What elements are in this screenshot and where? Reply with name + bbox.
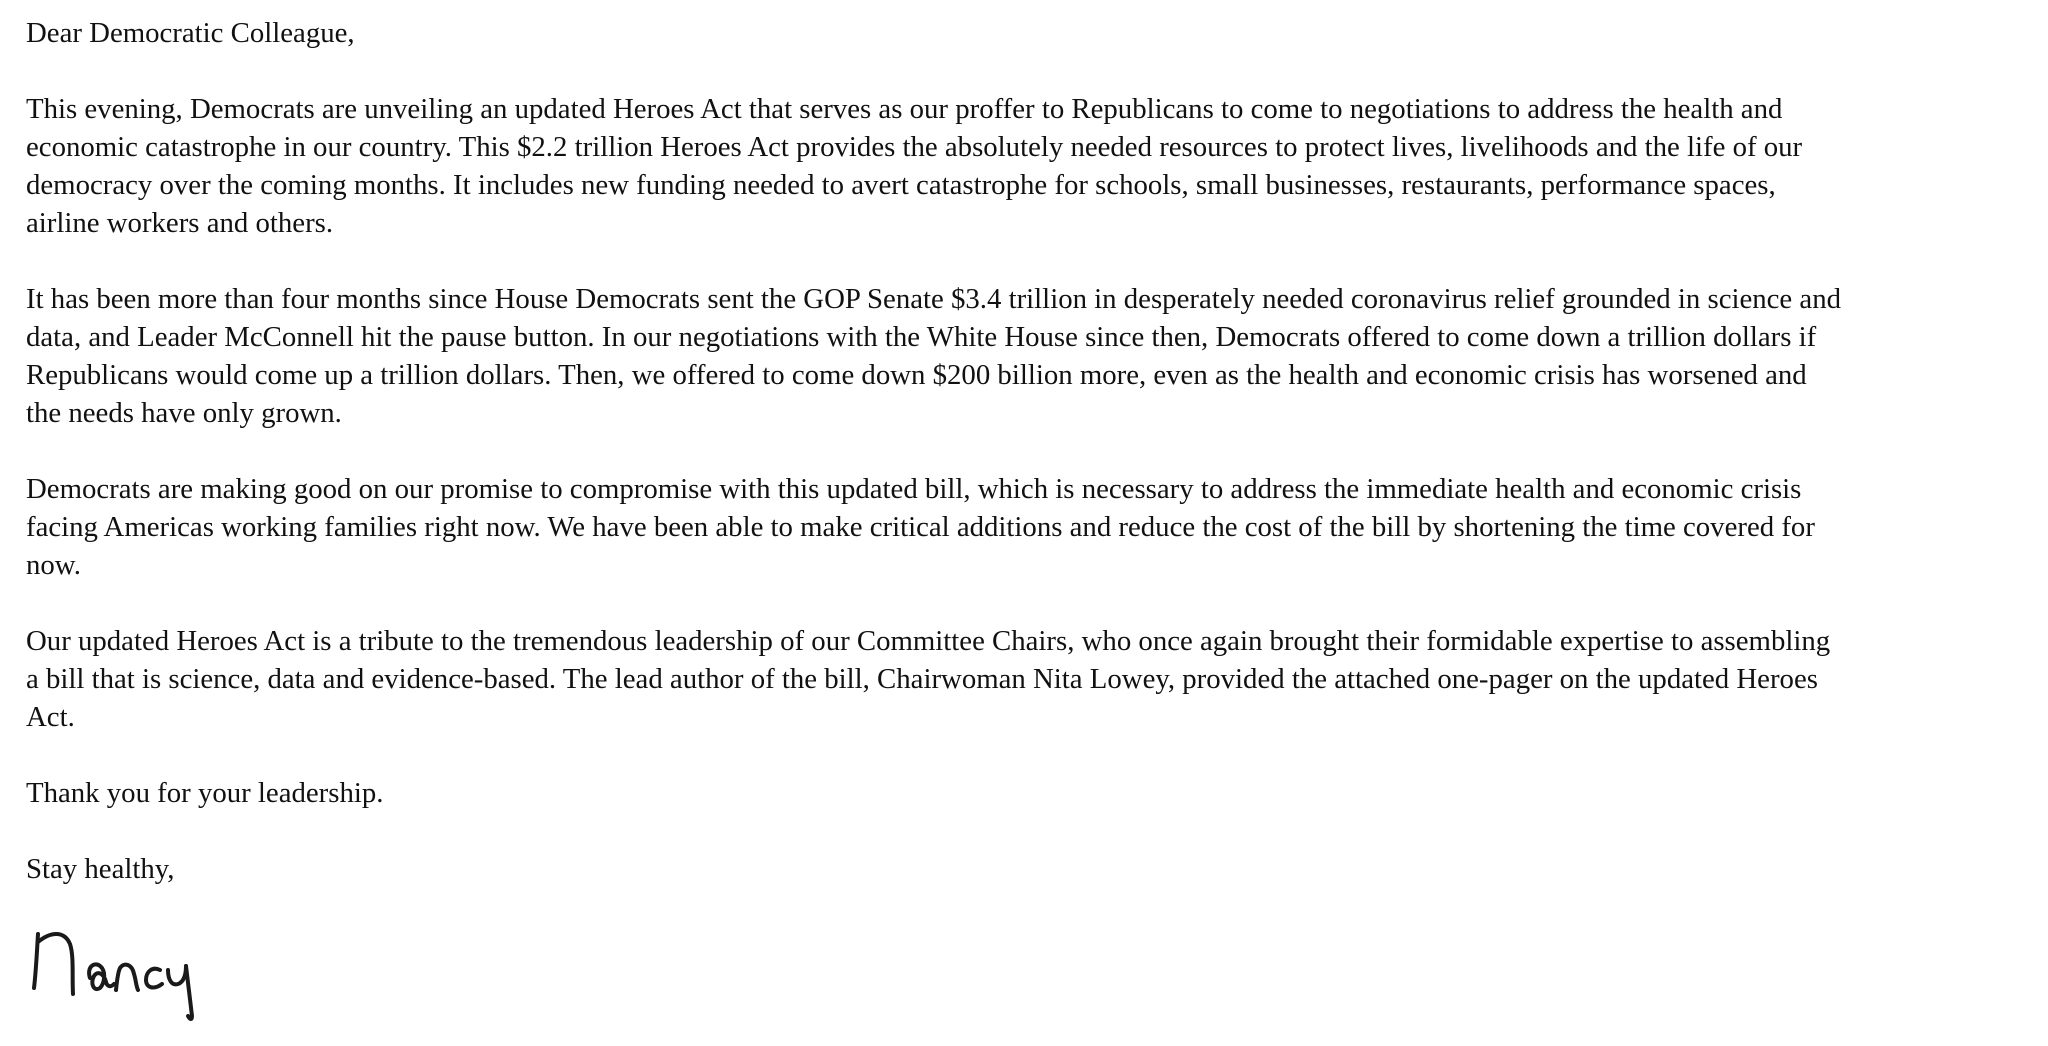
paragraph-line: democracy over the coming months. It includes new funding needed to avert catastrophe for schools, small businesses, restaurants, performance spaces, (26, 169, 1776, 201)
paragraph-4 (26, 622, 2031, 736)
paragraph-line: the needs have only grown. (26, 397, 342, 429)
paragraph-2 (26, 280, 2031, 432)
paragraph-line: Democrats are making good on our promise to compromise with this updated bill, which is necessary to address the immediate health and economic crisis (26, 473, 1802, 505)
paragraph-line: now. (26, 549, 81, 581)
thanks-line: Thank you for your leadership. (26, 777, 384, 809)
paragraph-1 (26, 90, 2031, 242)
paragraph-line: Our updated Heroes Act is a tribute to the tremendous leadership of our Committee Chairs, who once again brought their formidable expertise to assembling (26, 625, 1831, 657)
paragraph-line: data, and Leader McConnell hit the pause button. In our negotiations with the White House since then, Democrats offered to come down a trillion dollars if (26, 321, 1817, 353)
paragraph-3 (26, 470, 2031, 584)
paragraph-line: It has been more than four months since House Democrats sent the GOP Senate $3.4 trillion in desperately needed coronavirus relief grounded in science and (26, 283, 1841, 315)
paragraph-line: This evening, Democrats are unveiling an updated Heroes Act that serves as our proffer to Republicans to come to negotiations to address the health and (26, 93, 1783, 125)
paragraph-line: facing Americas working families right now. We have been able to make critical additions and reduce the cost of the bill by shortening the time covered for (26, 511, 1815, 543)
paragraph-line: a bill that is science, data and evidence-based. The lead author of the bill, Chairwoman Nita Lowey, provided the attached one-pager on the updated Heroes (26, 663, 1818, 695)
letter-body (26, 14, 2031, 926)
paragraph-line: economic catastrophe in our country. This $2.2 trillion Heroes Act provides the absolutely needed resources to protect lives, livelihoods and the life of our (26, 131, 1803, 163)
paragraph-line: Republicans would come up a trillion dollars. Then, we offered to come down $200 billion more, even as the health and economic crisis has worsened and (26, 359, 1807, 391)
salutation: Dear Democratic Colleague, (26, 17, 355, 49)
closing-line: Stay healthy, (26, 853, 175, 885)
handwritten-signature (28, 920, 238, 1030)
paragraph-line: Act. (26, 701, 75, 733)
paragraph-line: airline workers and others. (26, 207, 334, 239)
